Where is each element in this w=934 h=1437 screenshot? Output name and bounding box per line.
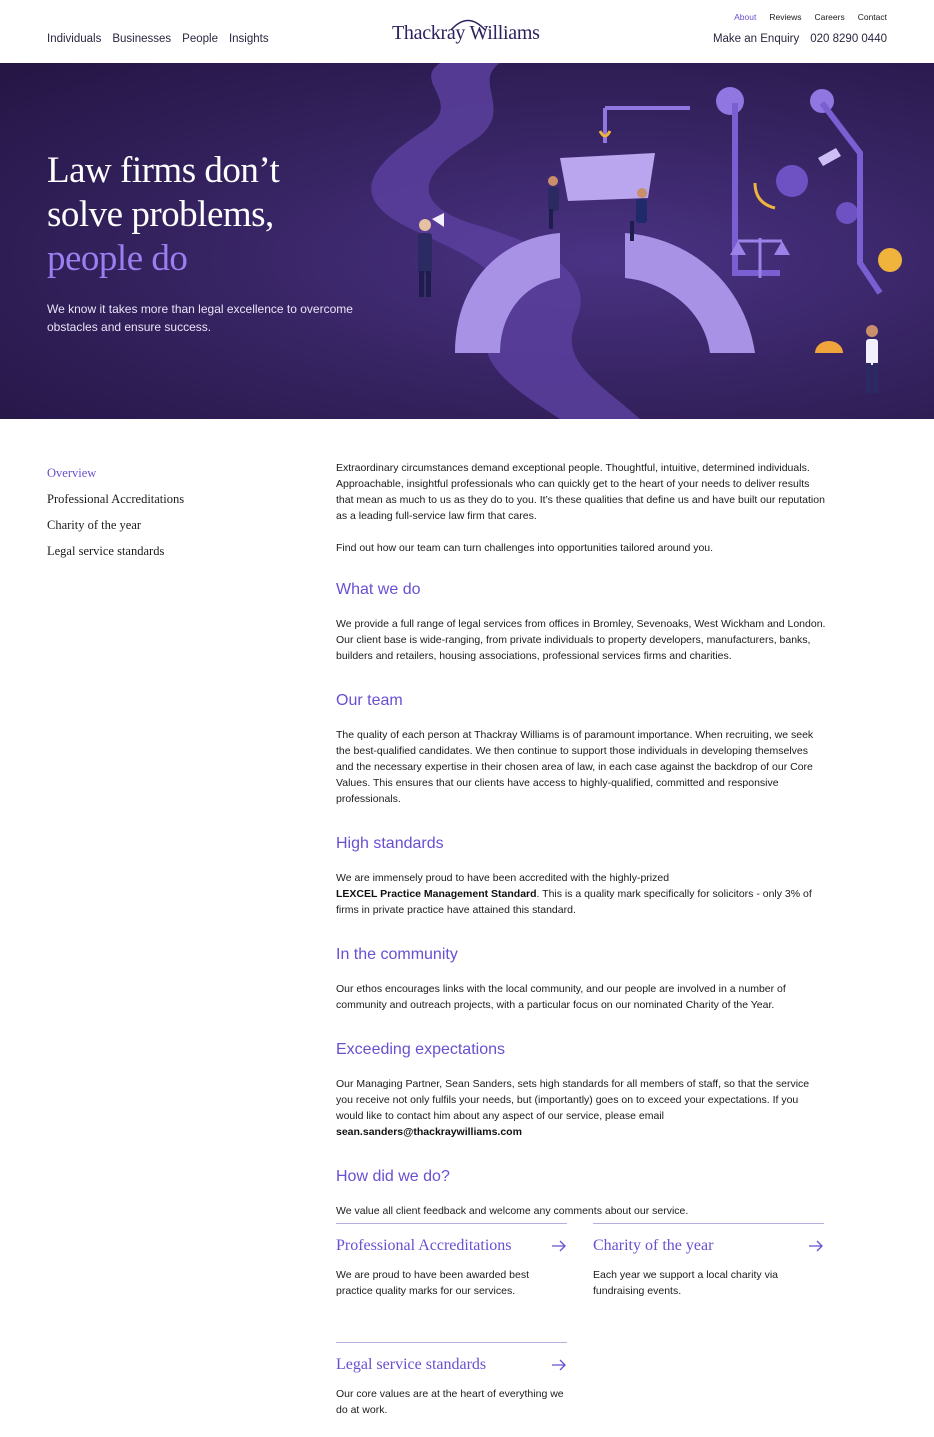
machine-frame-icon [735,103,880,293]
email-link[interactable]: sean.sanders@thackraywilliams.com [336,1126,522,1138]
card-title[interactable] [593,1237,824,1255]
card-text: Our core values are at the heart of everything we do at work. [336,1388,564,1416]
utility-contact[interactable]: Contact [857,12,887,22]
lightbulb-icon [878,248,902,272]
sidebar-item-standards[interactable]: Legal service standards [47,544,165,558]
person-climbing-icon [548,176,559,229]
what-we-do-heading: What we do [336,581,421,598]
arrow-right-icon [551,1359,567,1371]
main-nav [47,33,269,45]
site-logo[interactable] [392,22,540,45]
nav-people[interactable]: People [182,33,218,45]
card-title-text: Charity of the year [593,1237,714,1254]
hero-banner [0,63,934,419]
community-text: Our ethos encourages links with the local community, and our people are involved in a number of community and outreach projects, with a particular focus on our nominated Charity of the Year. [336,983,786,1011]
exceeding-text-body: Our Managing Partner, Sean Sanders, sets high standards for all members of staff, so that the service you receive not only fulfils your needs, but (importantly) goes on to exceed your expectations. If you would like to contact him about any aspect of our service, please email [336,1078,810,1122]
hero-title-line2: solve problems, [47,194,274,235]
arrow-right-icon [808,1240,824,1252]
bell-icon [815,341,843,353]
community-heading: In the community [336,946,458,963]
exceeding-text [336,1076,826,1140]
card-title[interactable] [336,1356,567,1374]
card-accreditations[interactable] [336,1223,567,1299]
high-standards-heading: High standards [336,835,444,852]
person-lever-icon [866,325,878,393]
phone-link[interactable]: 020 8290 0440 [810,33,887,45]
nav-insights[interactable]: Insights [228,33,269,45]
utility-nav [734,12,887,22]
sidebar-item-accreditations[interactable]: Professional Accreditations [47,492,185,506]
road-shape [371,63,640,419]
card-text: Each year we support a local charity via fundraising events. [593,1269,779,1297]
exceeding-heading: Exceeding expectations [336,1041,505,1058]
section-sidebar [47,460,184,564]
gear-icon [776,165,808,197]
utility-about[interactable]: About [734,12,757,22]
high-standards-pre: We are immensely proud to have been accredited with the highly-prized [336,872,670,884]
hero-subtitle: We know it takes more than legal excellence to overcome obstacles and ensure success. [47,302,353,334]
our-team-heading: Our team [336,692,403,709]
header-contact [713,33,887,45]
high-standards-post: . This is a quality mark specifically for solicitors - only 3% of firms in private practice have attained this standard. [336,888,812,916]
card-charity[interactable] [593,1223,824,1299]
sidebar-item-overview[interactable]: Overview [47,466,97,480]
how-heading: How did we do? [336,1168,450,1185]
hero-title-accent: people do [47,238,188,279]
make-enquiry-link[interactable]: Make an Enquiry [712,33,800,45]
card-title[interactable] [336,1237,567,1255]
card-title-text: Professional Accreditations [336,1237,512,1254]
nav-businesses[interactable]: Businesses [112,33,172,45]
utility-careers[interactable]: Careers [814,12,845,22]
what-we-do-text: We provide a full range of legal services from offices in Bromley, Sevenoaks, West Wickham and London. Our client base is wide-ranging, from private individuals to property developers, manufacturers, banks, builders and retailers, housing associations, professional services firms and charities. [336,618,826,662]
how-text: We value all client feedback and welcome any comments about our service. [336,1205,689,1217]
gear-icon [836,202,858,224]
nav-individuals[interactable]: Individuals [47,33,102,45]
intro-paragraph-2: Find out how our team can turn challenges into opportunities tailored around you. [336,542,714,554]
lexcel-link[interactable]: LEXCEL Practice Management Standard [336,888,537,900]
curved-arrow-icon [755,183,775,208]
card-standards[interactable] [336,1342,567,1418]
site-header [0,0,934,63]
utility-reviews[interactable]: Reviews [769,12,802,22]
gear-icon [716,87,744,115]
sidebar-item-charity[interactable]: Charity of the year [47,518,142,532]
arrow-right-icon [551,1240,567,1252]
hero-title-line1: Law firms don’t [47,150,280,191]
gavel-icon [818,148,841,166]
intro-paragraph: Extraordinary circumstances demand exceptional people. Thoughtful, intuitive, determined individuals. Approachable, insightful professionals who can quickly get to the heart of your needs to deliver results that mean as much to us as they do to you. It’s these qualities that define us and have built our reputation as a leading full-service law firm that cares. [336,462,825,522]
card-text: We are proud to have been awarded best practice quality marks for our services. [336,1269,530,1297]
main-content [336,460,826,1219]
hero-title [47,149,279,281]
crane-icon [605,108,690,143]
card-title-text: Legal service standards [336,1356,487,1373]
our-team-text: The quality of each person at Thackray Williams is of paramount importance. When recruiting, we seek the best-qualified candidates. We then continue to support those individuals in developing themselves and the necessary expertise in their chosen area of law, in each case against the backdrop of our Core Values. This ensures that our clients have access to highly-qualified, committed and responsive professionals. [336,729,814,805]
logo-text: Thackray Williams [392,22,540,44]
logo-arc-icon [449,15,487,31]
high-standards-text [336,870,826,918]
